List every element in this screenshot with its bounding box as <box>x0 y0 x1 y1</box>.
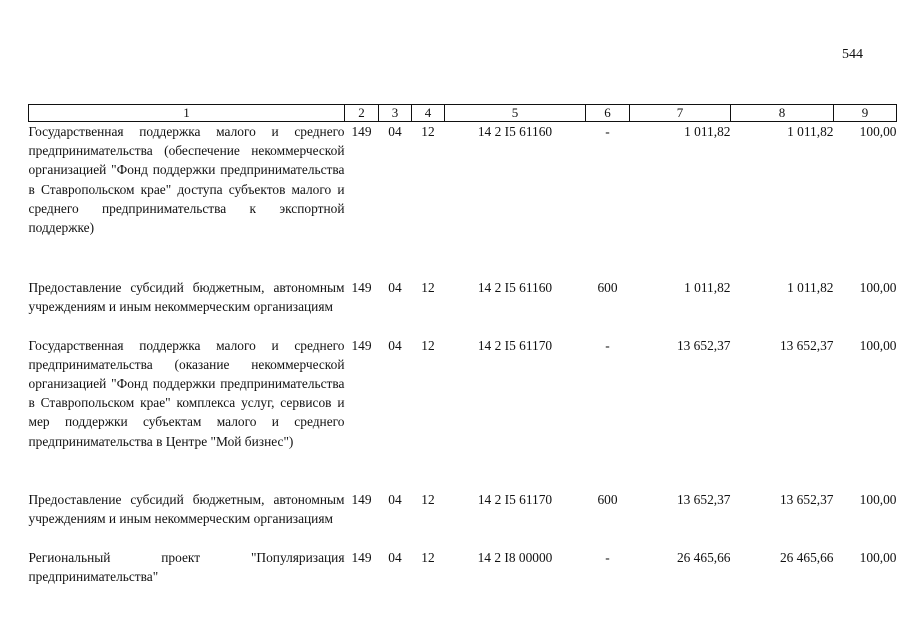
row-description: Региональный проект "Популяризация предпринимательства" <box>28 549 345 584</box>
column-header: 7 <box>630 105 731 122</box>
percent-value: 100,00 <box>859 491 897 507</box>
column-header: 9 <box>834 105 897 122</box>
fact-amount: 1 011,82 <box>787 124 834 139</box>
expense-type-code: 600 <box>597 491 618 507</box>
page-number: 544 <box>842 47 863 62</box>
fact-amount: 13 652,37 <box>779 337 834 353</box>
fact-amount: 26 465,66 <box>779 549 834 565</box>
budget-table <box>28 104 897 588</box>
row-description: Предоставление субсидий бюджетным, автономным учреждениям и иным некоммерческим организациям <box>28 279 345 314</box>
column-header: 4 <box>412 105 445 122</box>
fact-amount: 1 011,82 <box>787 279 834 295</box>
subsection-code: 12 <box>421 124 435 139</box>
target-article-code: 14 2 I5 61160 <box>477 124 553 139</box>
plan-amount: 26 465,66 <box>676 549 731 565</box>
column-header: 5 <box>445 105 586 122</box>
target-article-code: 14 2 I8 00000 <box>477 549 553 565</box>
section-code: 04 <box>388 549 402 565</box>
table-row <box>29 122 897 278</box>
target-article-code: 14 2 I5 61170 <box>477 491 553 507</box>
percent-value: 100,00 <box>859 124 897 139</box>
plan-amount: 13 652,37 <box>676 337 731 353</box>
row-description: Предоставление субсидий бюджетным, автономным учреждениям и иным некоммерческим организациям <box>28 491 345 526</box>
section-code: 04 <box>388 279 402 295</box>
table-row <box>29 490 897 548</box>
expense-type-code: 600 <box>597 279 618 295</box>
ministry-code: 149 <box>351 549 372 565</box>
column-header: 6 <box>586 105 630 122</box>
ministry-code: 149 <box>351 124 372 139</box>
column-header: 8 <box>731 105 834 122</box>
target-article-code: 14 2 I5 61170 <box>477 337 553 353</box>
row-description: Государственная поддержка малого и среднего предпринимательства (оказание некоммерческой организацией "Фонд поддержки предпринимательства в Ставропольском крае" комплекса услуг, сервисов и мер поддержки субъектам малого и среднего предпринимательства в Центре "Мой бизнес") <box>28 337 345 449</box>
expense-type-code: - <box>605 124 610 139</box>
percent-value: 100,00 <box>859 337 897 353</box>
section-code: 04 <box>388 124 402 139</box>
table-row <box>29 278 897 336</box>
fact-amount: 13 652,37 <box>779 491 834 507</box>
subsection-code: 12 <box>421 337 435 353</box>
column-header: 3 <box>379 105 412 122</box>
plan-amount: 1 011,82 <box>684 279 731 295</box>
column-number-header-row <box>29 105 897 122</box>
section-code: 04 <box>388 337 402 353</box>
ministry-code: 149 <box>351 279 372 295</box>
column-header: 2 <box>345 105 379 122</box>
subsection-code: 12 <box>421 491 435 507</box>
plan-amount: 1 011,82 <box>684 124 731 139</box>
percent-value: 100,00 <box>859 279 897 295</box>
table-row <box>29 336 897 490</box>
plan-amount: 13 652,37 <box>676 491 731 507</box>
subsection-code: 12 <box>421 279 435 295</box>
column-header: 1 <box>29 105 345 122</box>
ministry-code: 149 <box>351 491 372 507</box>
subsection-code: 12 <box>421 549 435 565</box>
section-code: 04 <box>388 491 402 507</box>
table-row <box>29 548 897 588</box>
expense-type-code: - <box>605 337 610 353</box>
expense-type-code: - <box>605 549 610 565</box>
target-article-code: 14 2 I5 61160 <box>477 279 553 295</box>
percent-value: 100,00 <box>859 549 897 565</box>
ministry-code: 149 <box>351 337 372 353</box>
row-description: Государственная поддержка малого и среднего предпринимательства (обеспечение некоммерческой организацией "Фонд поддержки предпринимательства в Ставропольском крае" доступа субъектов малого и среднего предпринимательства к экспортной поддержке) <box>28 124 345 236</box>
